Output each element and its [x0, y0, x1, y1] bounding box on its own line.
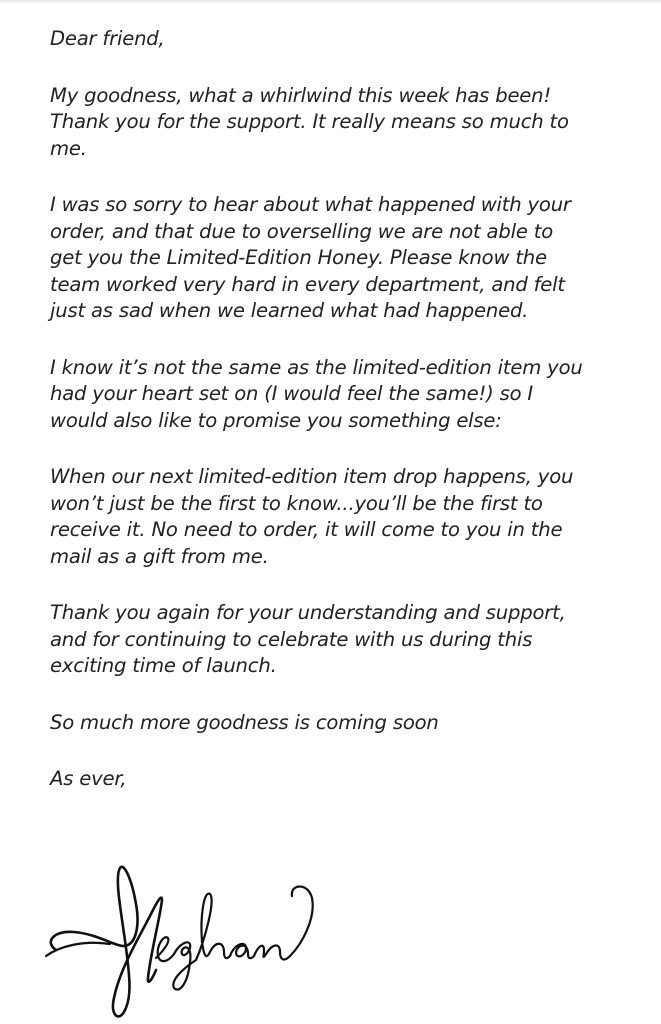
letter-body	[50, 26, 642, 793]
paragraph-3	[50, 355, 642, 435]
paragraph-5	[50, 600, 642, 680]
signature-stroke	[51, 867, 162, 1017]
paragraph-line: Thank you again for your understanding and support,	[50, 601, 566, 624]
paragraph-line: mail as a gift from me.	[50, 544, 269, 568]
signature-stroke	[230, 944, 254, 958]
paragraph-line: I know it’s not the same as the limited-edition item you	[50, 355, 583, 379]
paragraph-line: me.	[50, 136, 87, 160]
paragraph-line: My goodness, what a whirlwind this week has been!	[50, 83, 552, 107]
page-top-edge	[0, 0, 661, 4]
paragraph-line: won’t just be the first to know...you’ll be the first to	[50, 491, 543, 515]
signature-stroke	[156, 937, 174, 961]
paragraph-line: and for continuing to celebrate with us during this	[50, 627, 533, 651]
paragraph-line: just as sad when we learned what had happened.	[50, 299, 529, 322]
paragraph-4	[50, 464, 642, 570]
paragraph-6: So much more goodness is coming soon	[50, 710, 439, 734]
signature-image	[40, 838, 350, 1024]
signature-stroke	[254, 887, 313, 960]
paragraph-line: would also like to promise you something else:	[50, 408, 502, 432]
paragraph-1	[50, 83, 642, 163]
paragraph-line: get you the Limited-Edition Honey. Please know the	[50, 246, 547, 269]
letter-greeting: Dear friend,	[50, 27, 165, 50]
paragraph-line: Thank you for the support. It really means so much to	[50, 110, 569, 133]
paragraph-line: order, and that due to overselling we are not able to	[50, 219, 553, 243]
signature-stroke	[196, 894, 230, 960]
paragraph-line: receive it. No need to order, it will come to you in the	[50, 518, 563, 541]
paragraph-line: I was so sorry to hear about what happened with your	[50, 193, 571, 216]
paragraph-line: team worked very hard in every department, and felt	[50, 272, 565, 296]
letter-closing: As ever,	[50, 767, 127, 790]
paragraph-2	[50, 192, 642, 325]
paragraph-line: had your heart set on (I would feel the same!) so I	[50, 382, 533, 405]
signature-stroke	[46, 943, 110, 956]
signature-stroke	[173, 942, 196, 989]
paragraph-line: exciting time of launch.	[50, 654, 277, 677]
paragraph-line: When our next limited-edition item drop happens, you	[50, 465, 574, 488]
